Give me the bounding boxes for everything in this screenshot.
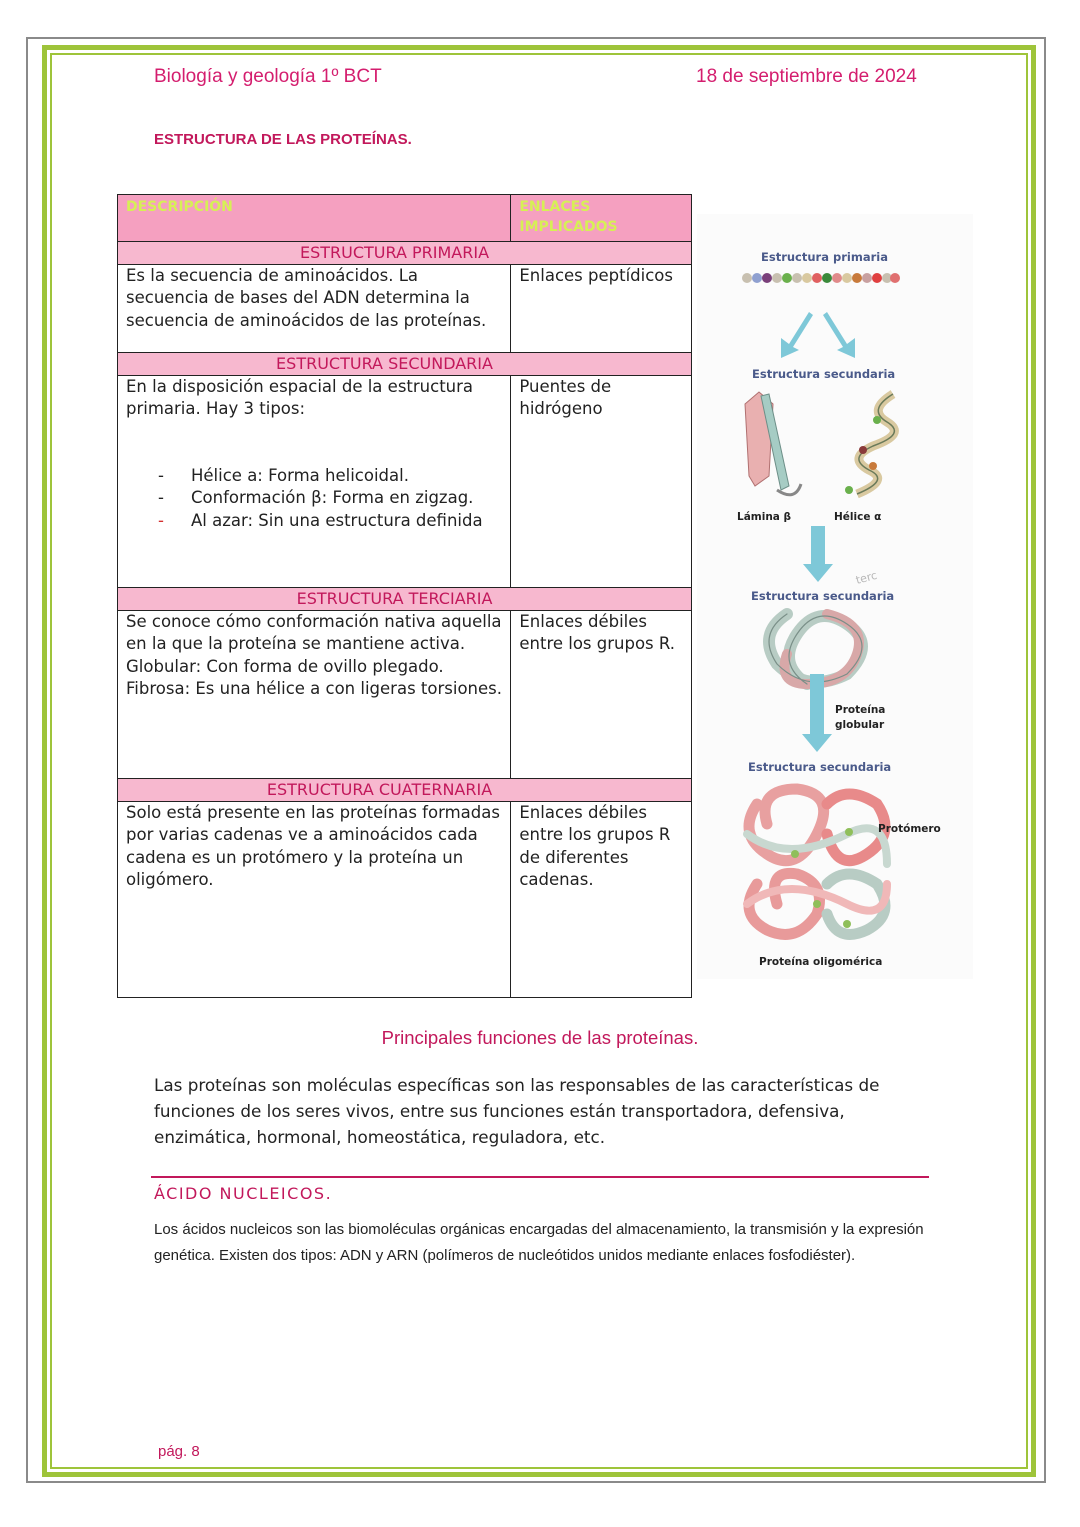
- description-cell: Solo está presente en las proteínas formadas por varias cadenas ve a aminoácidos cada cadena es un protómero y la proteína un oligómero.: [118, 802, 511, 998]
- section-label-tertiary: [118, 588, 692, 611]
- section-row-secondary: [118, 353, 692, 376]
- table-header-row: [118, 195, 692, 242]
- globular-protein-shape: [769, 614, 862, 684]
- description-line: Fibrosa: Es una hélice a con ligeras torsiones.: [126, 679, 502, 699]
- section-row-tertiary: [118, 588, 692, 611]
- section-label-text: ESTRUCTURA PRIMARIA: [299, 243, 490, 262]
- col-header-bonds: [511, 195, 692, 242]
- description-text: En la disposición espacial de la estructura primaria. Hay 3 tipos:: [126, 377, 474, 419]
- label-oligomerica: Proteína oligomérica: [759, 956, 883, 968]
- dash-icon: -: [158, 510, 164, 530]
- label-protomero: Protómero: [878, 823, 941, 835]
- beta-sheet-shape: [745, 392, 801, 495]
- functions-text: Las proteínas son moléculas específicas son las responsables de las características de funciones de los seres vivos, entre sus funciones están transportadora, defensiva, enzimática, hormonal, homeostática, reguladora, etc.: [154, 1075, 880, 1147]
- nucleic-text: Los ácidos nucleicos son las biomoléculas orgánicas encargadas del almacenamiento, la transmisión y la expresión genética. Existen dos tipos: ADN y ARN (polímeros de nucleótidos unidos mediante enlaces fosfodiéster).: [154, 1221, 924, 1264]
- label-globular-1: Proteína: [835, 704, 886, 716]
- section-label-quaternary: [118, 779, 692, 802]
- col-header-description: DESCRIPCIÓN: [118, 195, 511, 242]
- dash-icon: -: [158, 488, 164, 508]
- arrow-down-icon: [803, 526, 833, 582]
- label-helice: Hélice α: [834, 511, 882, 523]
- bonds-cell: Enlaces débiles entre los grupos R.: [511, 611, 692, 779]
- col-header-bonds-line1: ENLACES: [519, 199, 591, 215]
- amino-acid-chain: [742, 273, 900, 283]
- section-label-primary: [118, 242, 692, 265]
- label-secondary-1: Estructura secundaria: [752, 367, 896, 381]
- label-globular-2: globular: [835, 719, 885, 731]
- section-row-primary: [118, 242, 692, 265]
- bonds-cell: Enlaces peptídicos: [511, 265, 692, 353]
- header-subject: Biología y geología 1º BCT: [154, 66, 382, 87]
- protein-structure-table: [117, 194, 692, 998]
- section-label-secondary: [118, 353, 692, 376]
- section-row-quaternary: [118, 779, 692, 802]
- bullet-text: Al azar: Sin una estructura definida: [191, 510, 483, 530]
- table-row: [118, 265, 692, 353]
- section-label-text: ESTRUCTURA TERCIARIA: [296, 589, 493, 608]
- dash-icon: -: [158, 465, 164, 485]
- bonds-cell: Enlaces débiles entre los grupos R de diferentes cadenas.: [511, 802, 692, 998]
- table-row: [118, 802, 692, 998]
- table-row: [118, 376, 692, 588]
- functions-title: Principales funciones de las proteínas.: [381, 1027, 699, 1048]
- description-cell: Es la secuencia de aminoácidos. La secuencia de bases del ADN determina la secuencia de aminoácidos de las proteínas.: [118, 265, 511, 353]
- header-date: 18 de septiembre de 2024: [696, 66, 917, 87]
- page-number: pág. 8: [158, 1443, 200, 1460]
- label-secondary-2: Estructura secundaria: [751, 589, 895, 603]
- description-cell: [118, 376, 511, 588]
- divider: [151, 1176, 929, 1178]
- bullet-list: [126, 465, 502, 532]
- section-title: ESTRUCTURA DE LAS PROTEÍNAS.: [154, 131, 412, 148]
- bullet-text: Conformación β: Forma en zigzag.: [191, 488, 474, 508]
- list-item: [126, 465, 502, 487]
- description-line: Se conoce cómo conformación nativa aquella en la que la proteína se mantiene activa.: [126, 612, 502, 654]
- description-line: Globular: Con forma de ovillo plegado.: [126, 656, 444, 676]
- list-item: [126, 510, 502, 532]
- bullet-text: Hélice a: Forma helicoidal.: [191, 465, 409, 485]
- protein-structure-figure: [697, 214, 973, 979]
- section-label-text: ESTRUCTURA CUATERNARIA: [266, 780, 493, 799]
- oligomeric-protein-shape: [747, 789, 887, 934]
- protein-structure-diagram: [697, 214, 973, 979]
- alpha-helix-shape: [845, 394, 894, 494]
- label-primary: Estructura primaria: [761, 250, 888, 264]
- table-row: [118, 611, 692, 779]
- section-label-text: ESTRUCTURA SECUNDARIA: [276, 354, 493, 373]
- arrow-icon: [823, 312, 855, 358]
- description-cell: [118, 611, 511, 779]
- nucleic-title: ÁCIDO NUCLEICOS.: [154, 1184, 333, 1203]
- bonds-cell: Puentes de hidrógeno: [511, 376, 692, 588]
- arrow-icon: [781, 312, 813, 358]
- label-lamina: Lámina β: [737, 511, 792, 523]
- handwritten-note: terc: [854, 568, 879, 587]
- col-header-bonds-line2: IMPLICADOS: [519, 219, 618, 235]
- label-secondary-3: Estructura secundaria: [748, 760, 892, 774]
- list-item: [126, 487, 502, 509]
